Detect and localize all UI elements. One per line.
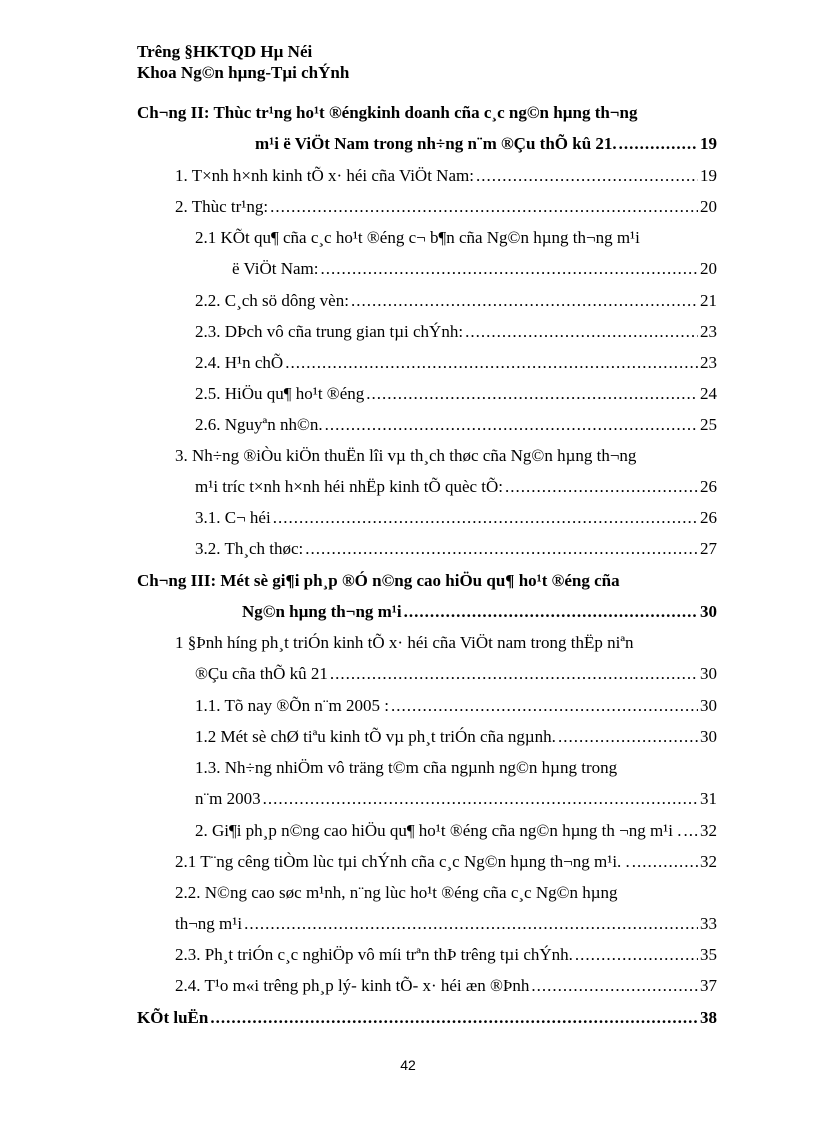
- toc-entry-text: n¨m 2003: [195, 789, 261, 808]
- toc-entry: [195, 789, 717, 809]
- toc-entry: [175, 852, 717, 872]
- toc-leader-dots: [632, 852, 698, 872]
- toc-entry-text: 2.5. HiÖu qu¶ ho¹t ®éng: [195, 384, 365, 403]
- toc-leader-dots: [619, 134, 698, 154]
- toc-page-number: 33: [700, 914, 717, 933]
- toc-page-number: 30: [700, 602, 717, 621]
- toc-entry-text: 2.3. DÞch vô cña trung gian tµi chÝnh:: [195, 322, 464, 341]
- toc-entry: [195, 291, 717, 311]
- toc-entry: [175, 945, 717, 965]
- toc-entry-text: 3.2. Th¸ch thøc:: [195, 539, 304, 558]
- toc-leader-dots: [330, 664, 698, 684]
- header-faculty: Khoa Ng©n hµng-Tµi chÝnh: [137, 63, 350, 82]
- toc-entry: [195, 539, 717, 559]
- toc-entry: [232, 259, 717, 279]
- toc-page-number: 23: [700, 353, 717, 372]
- toc-entry-text: 1 §Þnh híng ph¸t triÓn kinh tÕ x· héi cña ViÖt nam trong thËp niªn: [175, 633, 634, 652]
- toc-entry-text: th¬ng m¹i: [175, 914, 243, 933]
- toc-page-number: 30: [700, 727, 717, 746]
- toc-entry-text: 3.1. C¬ héi: [195, 508, 271, 527]
- toc-page-number: 26: [700, 477, 717, 496]
- toc-entry: [242, 602, 717, 622]
- toc-entry: [195, 353, 717, 373]
- toc-entry-text: ë ViÖt Nam:: [232, 259, 319, 278]
- toc-entry: [175, 166, 717, 186]
- toc-page-number: 20: [700, 259, 717, 278]
- toc-leader-dots: [263, 789, 698, 809]
- toc-page-number: 26: [700, 508, 717, 527]
- toc-leader-dots: [391, 696, 698, 716]
- toc-entry: [175, 197, 717, 217]
- toc-leader-dots: [683, 821, 698, 841]
- toc-entry: [175, 976, 717, 996]
- page-number: 42: [400, 1057, 416, 1073]
- toc-page-number: 24: [700, 384, 717, 403]
- toc-leader-dots: [558, 727, 698, 747]
- toc-entry-text: 1.1. Tõ nay ®Õn n¨m 2005 :: [195, 696, 389, 715]
- toc-conclusion: [137, 1008, 717, 1028]
- toc-chapter-3-title: Ch¬ng III: Mét sè gi¶i ph¸p ®Ó n©ng cao hiÖu qu¶ ho¹t ®éng cña: [137, 571, 620, 590]
- toc-entry: [195, 384, 717, 404]
- toc-entry-text: 2.1 T¨ng cêng tiÒm lùc tµi chÝnh cña c¸c Ng©n hµng th¬ng m¹i. .: [175, 852, 630, 871]
- toc-leader-dots: [325, 415, 698, 435]
- toc-page-number: 37: [700, 976, 717, 995]
- toc-page-number: 25: [700, 415, 717, 434]
- toc-entry: [195, 477, 717, 497]
- toc-leader-dots: [273, 508, 698, 528]
- toc-entry-text: 2. Thùc tr¹ng:: [175, 197, 269, 216]
- toc-entry: [195, 508, 717, 528]
- toc-entry: [195, 821, 717, 841]
- toc-page-number: 19: [700, 166, 717, 185]
- toc-entry-text: 1. T×nh h×nh kinh tÕ x· héi cña ViÖt Nam:: [175, 166, 474, 185]
- toc-entry-text: 1.2 Mét sè chØ tiªu kinh tÕ vµ ph¸t triÓn cña ngµnh.: [195, 727, 556, 746]
- toc-page-number: 32: [700, 852, 717, 871]
- toc-entry-text: 2.4. T¹o m«i trêng ph¸p lý- kinh tÕ- x· héi æn ®Þnh: [175, 976, 530, 995]
- toc-page-number: 30: [700, 696, 717, 715]
- toc-page-number: 30: [700, 664, 717, 683]
- toc-leader-dots: [321, 259, 699, 279]
- toc-entry-text: 1.3. Nh÷ng nhiÖm vô träng t©m cña ngµnh ng©n hµng trong: [195, 758, 618, 777]
- toc-page-number: 32: [700, 821, 717, 840]
- toc-page-number: 23: [700, 322, 717, 341]
- toc-leader-dots: [305, 539, 698, 559]
- toc-page-number: 19: [700, 134, 717, 153]
- toc-leader-dots: [531, 976, 698, 996]
- toc-entry-text: 2.3. Ph¸t triÓn c¸c nghiÖp vô míi trªn thÞ trêng tµi chÝnh.: [175, 945, 573, 964]
- toc-page-number: 27: [700, 539, 717, 558]
- toc-entry-text: m¹i tríc t×nh h×nh héi nhËp kinh tÕ quèc tÕ:: [195, 477, 504, 496]
- toc-entry: [255, 134, 717, 154]
- toc-entry-text: KÕt luËn: [137, 1008, 209, 1027]
- toc-page-number: 21: [700, 291, 717, 310]
- toc-leader-dots: [285, 353, 698, 373]
- toc-leader-dots: [244, 914, 698, 934]
- toc-entry: [195, 415, 717, 435]
- toc-chapter-2-title: Ch¬ng II: Thùc tr¹ng ho¹t ®éngkinh doanh cña c¸c ng©n hµng th¬ng: [137, 103, 638, 122]
- toc-entry: [175, 914, 717, 934]
- toc-entry: [195, 664, 717, 684]
- toc-page-number: 31: [700, 789, 717, 808]
- toc-leader-dots: [575, 945, 698, 965]
- toc-entry-text: Ng©n hµng th¬ng m¹i: [242, 602, 402, 621]
- toc-page-number: 38: [700, 1008, 717, 1027]
- toc-entry: [195, 727, 717, 747]
- toc-leader-dots: [476, 166, 698, 186]
- toc-page-number: 35: [700, 945, 717, 964]
- toc-entry-text: 3. Nh÷ng ®iÒu kiÖn thuËn lîi vµ th¸ch thøc cña Ng©n hµng th¬ng: [175, 446, 637, 465]
- toc-entry: [195, 696, 717, 716]
- toc-entry-text: 2.2. C¸ch sö dông vèn:: [195, 291, 349, 310]
- toc-entry-text: 2.2. N©ng cao søc m¹nh, n¨ng lùc ho¹t ®éng cña c¸c Ng©n hµng: [175, 883, 618, 902]
- toc-leader-dots: [465, 322, 698, 342]
- toc-entry-text: 2. Gi¶i ph¸p n©ng cao hiÖu qu¶ ho¹t ®éng cña ng©n hµng th ¬ng m¹i .: [195, 821, 682, 840]
- toc-leader-dots: [404, 602, 698, 622]
- toc-leader-dots: [210, 1008, 698, 1028]
- toc-entry: [195, 322, 717, 342]
- toc-entry-text: ®Çu cña thÕ kû 21: [195, 664, 328, 683]
- toc-leader-dots: [505, 477, 698, 497]
- toc-leader-dots: [270, 197, 698, 217]
- toc-leader-dots: [351, 291, 698, 311]
- toc-entry-text: 2.4. H¹n chÕ: [195, 353, 284, 372]
- toc-entry-text: 2.1 KÕt qu¶ cña c¸c ho¹t ®éng c¬ b¶n cña Ng©n hµng th¬ng m¹i: [195, 228, 640, 247]
- header-school: Trêng §HKTQD Hµ Néi: [137, 42, 313, 61]
- toc-entry-text: 2.6. Nguyªn nh©n.: [195, 415, 323, 434]
- toc-entry-text: m¹i ë ViÖt Nam trong nh÷ng n¨m ®Çu thÕ kû 21.: [255, 134, 617, 153]
- toc-page-number: 20: [700, 197, 717, 216]
- toc-leader-dots: [366, 384, 698, 404]
